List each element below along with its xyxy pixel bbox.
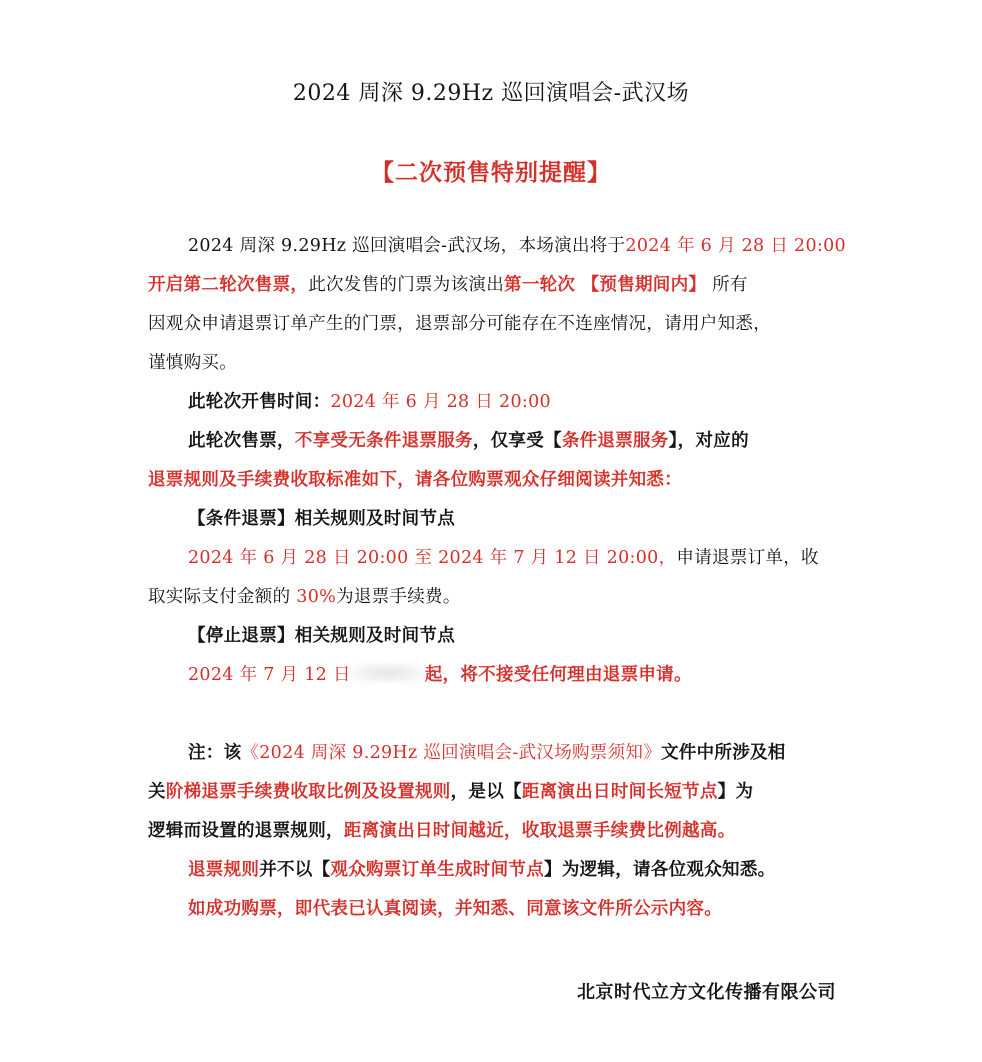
stop-refund-line xyxy=(188,662,692,688)
intro-line-1 xyxy=(188,233,846,259)
conditional-refund-line-2 xyxy=(148,584,461,610)
second-round-start: 开启第二轮次售票， xyxy=(148,275,309,295)
conditional-refund-line-1 xyxy=(188,545,819,571)
intro-line-2 xyxy=(148,272,748,298)
note-text: 逻辑而设置的退票规则， xyxy=(148,821,344,841)
ticket-rule-text: 此轮次售票， xyxy=(188,431,295,451)
blurred-region xyxy=(353,663,423,683)
sale-time-value: 2024 年 6 月 28 日 20:00 xyxy=(330,392,551,412)
sale-time-label: 此轮次开售时间： xyxy=(188,392,331,412)
note-text: 】为 xyxy=(717,782,754,802)
note-line-4 xyxy=(188,857,775,883)
intro-text: 2024 周深 9.29Hz 巡回演唱会-武汉场，本场演出将于 xyxy=(188,236,626,256)
conditional-refund-period: 2024 年 6 月 28 日 20:00 至 2024 年 7 月 12 日 20:00， xyxy=(188,548,677,568)
note-label: 注：该 xyxy=(188,743,242,763)
conditional-refund-heading: 【条件退票】相关规则及时间节点 xyxy=(188,509,455,529)
note-text: 关 xyxy=(148,782,166,802)
note-text: 】为逻辑，请各位观众知悉。 xyxy=(544,860,776,880)
note-line-1 xyxy=(188,740,786,766)
intro-text: 此次发售的门票为该演出 xyxy=(308,275,505,295)
document-title: 2024 周深 9.29Hz 巡回演唱会-武汉场 xyxy=(292,81,690,106)
ticket-notice-doc-title: 《2024 周深 9.29Hz 巡回演唱会-武汉场购票须知》 xyxy=(241,743,661,763)
document-subtitle: 【二次预售特别提醒】 xyxy=(371,159,611,186)
conditional-refund-text: 取实际支付金额的 xyxy=(148,587,297,607)
stop-refund-date: 2024 年 7 月 12 日 xyxy=(188,665,351,685)
ticket-rule-text: ，仅享受【 xyxy=(472,431,562,451)
sale-time-line xyxy=(188,389,551,415)
ticket-rule-line-1 xyxy=(188,428,749,454)
company-signature: 北京时代立方文化传播有限公司 xyxy=(577,982,836,1003)
refund-fee-percent: 30% xyxy=(296,587,337,607)
time-to-show-node: 距离演出日时间长短节点 xyxy=(521,782,718,802)
note-text: ，是以【 xyxy=(450,782,522,802)
note-line-3 xyxy=(148,818,735,844)
second-round-date: 2024 年 6 月 28 日 20:00 xyxy=(625,236,846,256)
note-line-5: 如成功购票，即代表已认真阅读，并知悉、同意该文件所公示内容。 xyxy=(188,899,722,919)
conditional-refund-service: 条件退票服务 xyxy=(561,431,669,451)
first-round-presale: 第一轮次 【预售期间内】 xyxy=(504,275,707,295)
intro-line-3: 因观众申请退票订单产生的门票，退票部分可能存在不连座情况，请用户知悉， xyxy=(148,314,771,334)
note-text: 文件中所涉及相 xyxy=(661,743,786,763)
intro-line-4: 谨慎购买。 xyxy=(148,353,237,373)
note-line-2 xyxy=(148,779,753,805)
refund-rule-term: 退票规则 xyxy=(188,860,260,880)
conditional-refund-text: 为退票手续费。 xyxy=(336,587,461,607)
tiered-refund-rule: 阶梯退票手续费收取比例及设置规则 xyxy=(165,782,451,802)
ticket-rule-line-2: 退票规则及手续费收取标准如下，请各位购票观众仔细阅读并知悉： xyxy=(148,470,682,490)
conditional-refund-text: 申请退票订单，收 xyxy=(676,548,819,568)
note-text: 并不以【 xyxy=(259,860,331,880)
stop-refund-heading: 【停止退票】相关规则及时间节点 xyxy=(188,626,455,646)
intro-text: 所有 xyxy=(706,275,748,295)
stop-refund-text: 起，将不接受任何理由退票申请。 xyxy=(424,665,692,685)
order-time-node: 观众购票订单生成时间节点 xyxy=(330,860,545,880)
ticket-rule-text: 】，对应的 xyxy=(668,431,749,451)
closer-higher-fee: 距离演出日时间越近，收取退票手续费比例越高。 xyxy=(343,821,736,841)
no-unconditional-refund: 不享受无条件退票服务 xyxy=(294,431,473,451)
